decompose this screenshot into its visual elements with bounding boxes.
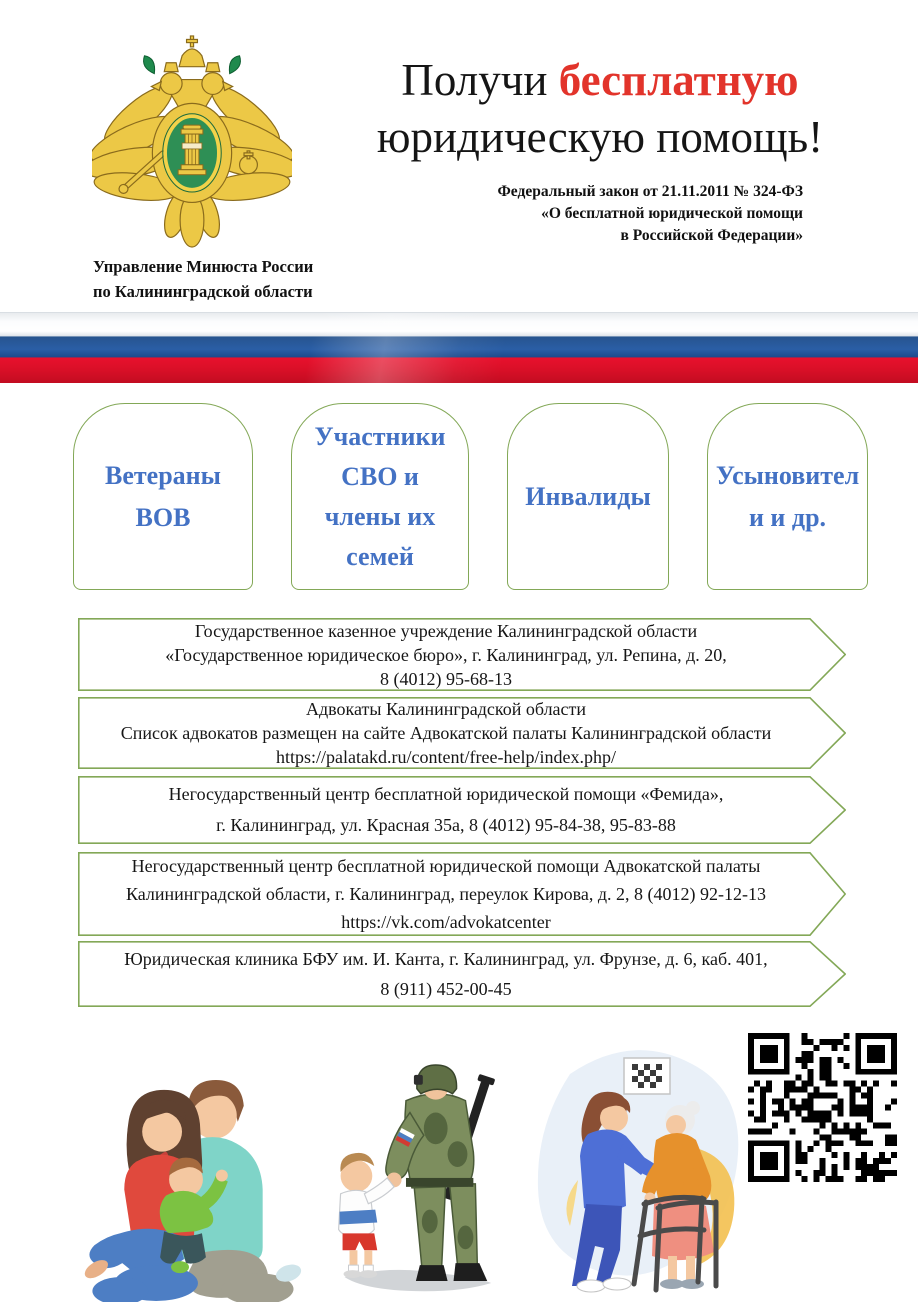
category-line: Участники [314, 421, 446, 451]
provider-list [78, 618, 846, 1007]
category-card-adopters [707, 403, 868, 590]
provider-banner-femida [78, 776, 846, 844]
category-line: СВО и [341, 461, 419, 491]
provider-link[interactable]: https://palatakd.ru/content/free-help/index.php/ [276, 747, 616, 767]
category-row [73, 403, 868, 590]
title-line2: юридическую помощь! [376, 112, 824, 162]
provider-line: Государственное казенное учреждение Калининградской области [194, 620, 698, 641]
provider-banner-bfu-clinic [78, 941, 846, 1007]
category-line: и и др. [748, 502, 827, 532]
org-caption-line1: Управление Минюста России [93, 257, 314, 276]
org-caption-line2: по Калининградской области [93, 282, 313, 301]
provider-line: Юридическая клиника БФУ им. И. Канта, г. Калининград, ул. Фрунзе, д. 6, каб. 401, [124, 949, 768, 969]
category-line: семей [346, 541, 414, 571]
provider-phone: 8 (4012) 95-68-13 [380, 668, 512, 689]
org-caption [93, 254, 313, 304]
category-card-veterans [73, 403, 253, 590]
provider-line: Негосударственный центр бесплатной юридической помощи Адвокатской палаты [131, 856, 761, 876]
family-graphic [62, 1068, 307, 1302]
caregiver-with-elderly-illustration [528, 1032, 743, 1300]
qr-code [748, 1033, 897, 1185]
category-line: члены их [324, 501, 436, 531]
provider-line: г. Калининград, ул. Красная 35а, 8 (4012) 95-84-38, 95-83-88 [216, 815, 676, 835]
law-line1: Федеральный закон от 21.11.2011 № 324-ФЗ [497, 183, 803, 200]
provider-banner-advokatcenter [78, 852, 846, 936]
provider-phone: 8 (911) 452-00-45 [380, 979, 512, 999]
law-line3: в Российской Федерации» [620, 227, 803, 244]
eagle-emblem-graphic [92, 32, 292, 250]
soldier-with-child-illustration [295, 1042, 513, 1300]
law-line2: «О бесплатной юридической помощи [541, 205, 803, 222]
title-prefix: Получи [401, 55, 548, 105]
category-line: Ветераны [105, 460, 221, 490]
category-card-disabled [507, 403, 669, 590]
provider-line: Список адвокатов размещен на сайте Адвокатской палаты Калининградской области [120, 723, 772, 743]
category-line: ВОВ [135, 502, 191, 532]
poster-title [330, 52, 870, 166]
caregiver-graphic [528, 1032, 743, 1300]
category-line: Усыновител [715, 460, 860, 490]
russian-flag-ribbon [0, 312, 918, 383]
family-illustration [62, 1068, 307, 1302]
category-card-svo [291, 403, 469, 590]
category-line: Инвалиды [525, 481, 651, 511]
provider-line: Адвокаты Калининградской области [305, 699, 587, 719]
provider-line: «Государственное юридическое бюро», г. Калининград, ул. Репина, д. 20, [165, 644, 727, 665]
provider-line: Негосударственный центр бесплатной юридической помощи «Фемида», [168, 784, 724, 804]
provider-banner-advocates [78, 697, 846, 769]
minjust-emblem-icon [92, 32, 292, 250]
provider-link[interactable]: https://vk.com/advokatcenter [341, 912, 551, 932]
provider-banner-gosburo [78, 618, 846, 691]
soldier-graphic [295, 1042, 513, 1300]
law-reference [400, 181, 803, 247]
title-highlight: бесплатную [558, 55, 799, 105]
title-line1 [330, 52, 870, 109]
provider-line: Калининградской области, г. Калининград, переулок Кирова, д. 2, 8 (4012) 92-12-13 [125, 884, 767, 904]
